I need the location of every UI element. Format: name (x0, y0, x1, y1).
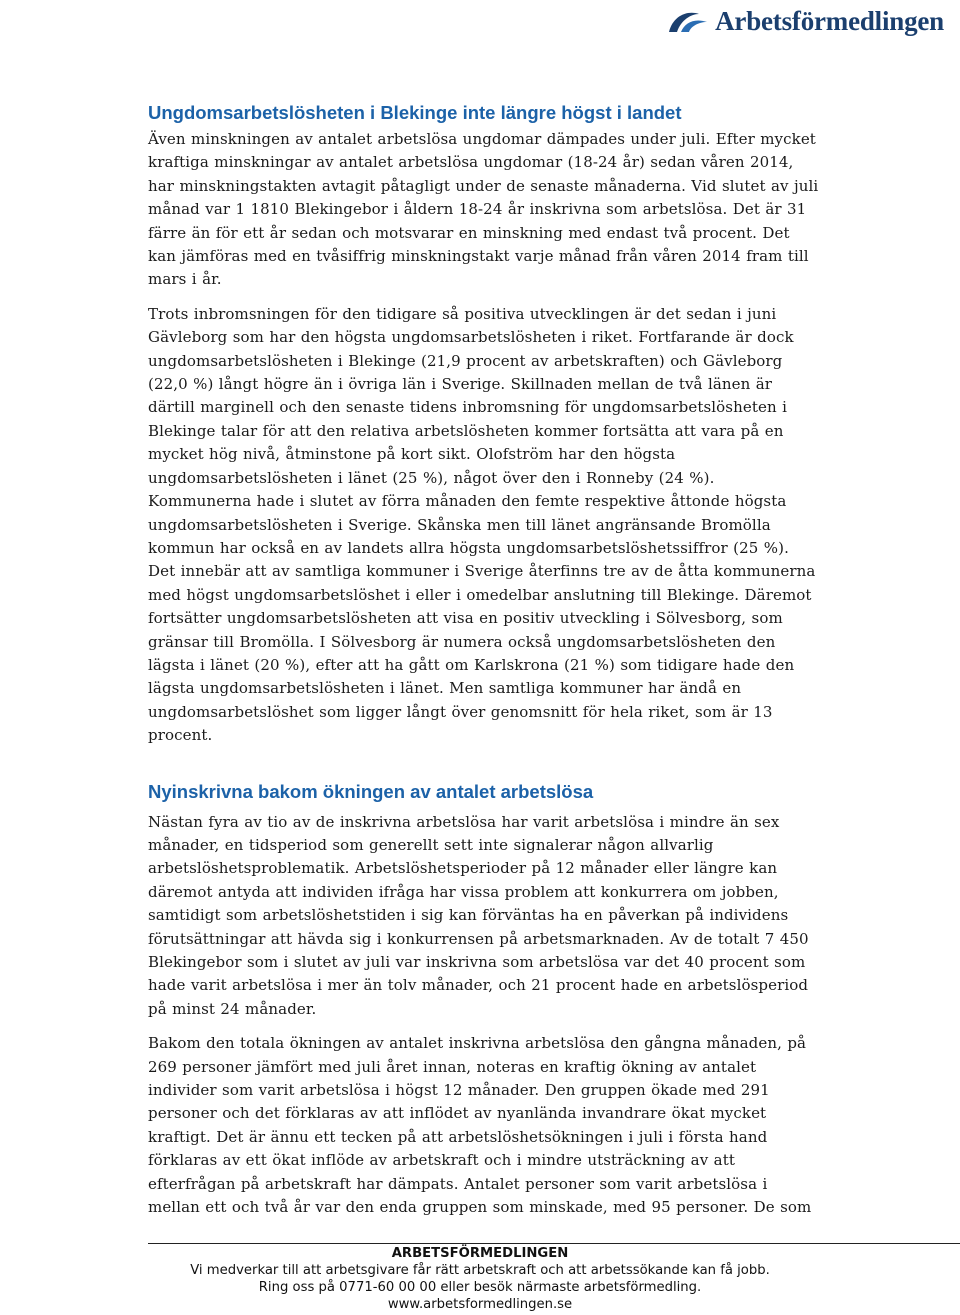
section-title: Ungdomsarbetslösheten i Blekinge inte längre högst i landet (148, 102, 682, 123)
footer-org-name: ARBETSFÖRMEDLINGEN (391, 1246, 569, 1261)
header-logo (667, 2, 944, 40)
footer-divider (148, 1243, 960, 1244)
logo-text: Arbetsförmedlingen (715, 5, 944, 36)
footer-website-link[interactable]: www.arbetsformedlingen.se (387, 1297, 573, 1312)
footer-tagline: Vi medverkar till att arbetsgivare får rätt arbetskraft och att arbetssökande kan få jobb. (190, 1263, 770, 1278)
footer (0, 1245, 960, 1313)
footer-contact: Ring oss på 0771-60 00 00 eller besök närmaste arbetsförmedling. (258, 1280, 702, 1295)
paragraph: Trots inbromsningen för den tidigare så positiva utvecklingen är det sedan i juni Gävleborg som har den högsta ungdomsarbetslösheten i riket. Fortfarande är dock ungdomsarbetslösheten i Blekinge (21,9 procent av arbetskraften) och Gävleborg (22,0 %) långt högre än i övriga län i Sverige. Skillnaden mellan de två länen är därtill marginell och den senaste tidens inbromsning för ungdomsarbetslösheten i Blekinge talar för att den relativa arbetslösheten kommer fortsätta att vara på en mycket hög nivå, åtminstone på kort sikt. Olofström har den högsta ungdomsarbetslösheten i länet (25 %), något över den i Ronneby (24 %). Kommunerna hade i slutet av förra månaden den femte respektive åttonde högsta ungdomsarbetslösheten i Sverige. Skånska men till länet angränsande Bromölla kommun har också en av landets allra högsta ungdomsarbetslöshetssiffror (25 %). Det innebär att av samtliga kommuner i Sverige återfinns tre av de åtta kommunerna med högst ungdomsarbetslöshet i eller i omedelbar anslutning till Blekinge. Däremot fortsätter ungdomsarbetslösheten att visa en positiv utveckling i Sölvesborg, som gränsar till Bromölla. I Sölvesborg är numera också ungdomsarbetslösheten den lägsta i länet (20 %), efter att ha gått om Karlskrona (21 %) som tidigare hade den lägsta ungdomsarbetslösheten i länet. Men samtliga kommuner har ändå en ungdomsarbetslöshet som ligger långt över genomsnitt för hela riket, som är 13 procent. (148, 304, 816, 745)
paragraph: Nästan fyra av tio av de inskrivna arbetslösa har varit arbetslösa i mindre än sex månader, en tidsperiod som generellt sett inte signalerar någon allvarlig arbetslöshetsproblematik. Arbetslöshetsperioder på 12 månader eller längre kan däremot antyda att individen ifråga har vissa problem att konkurrera om jobben, samtidigt som arbetslöshetstiden i sig kan förväntas ha en påverkan på individens förutsättningar att hävda sig i konkurrensen på arbetsmarknaden. Av de totalt 7 450 Blekingebor som i slutet av juli var inskrivna som arbetslösa var det 40 procent som hade varit arbetslösa i mer än tolv månader, och 21 procent hade en arbetslösperiod på minst 24 månader. (148, 812, 809, 1018)
paragraph: Bakom den totala ökningen av antalet inskrivna arbetslösa den gångna månaden, på 269 personer jämfört med juli året innan, noteras en kraftig ökning av antalet individer som varit arbetslösa i högst 12 månader. Den gruppen ökade med 291 personer och det förklaras av att inflödet av nyanlända invandrare ökat mycket kraftigt. Det är ännu ett tecken på att arbetslöshetsökningen i juli i första hand förklaras av ett ökat inflöde av arbetskraft och i mindre utsträckning av att efterfrågan på arbetskraft har dämpats. Antalet personer som varit arbetslösa i mellan ett och två år var den enda gruppen som minskade, med 95 personer. De som (148, 1034, 812, 1217)
paragraph: Även minskningen av antalet arbetslösa ungdomar dämpades under juli. Efter mycket kraftiga minskningar av antalet arbetslösa ungdomar (18-24 år) sedan våren 2014, har minskningstakten avtagit påtagligt under de senaste månaderna. Vid slutet av juli månad var 1 1810 Blekingebor i åldern 18-24 år inskrivna som arbetslösa. Det är 31 färre än för ett år sedan och motsvarar en minskning med endast två procent. Det kan jämföras med en tvåsiffrig minskningstakt varje månad från våren 2014 fram till mars i år. (148, 130, 819, 289)
section-title: Nyinskrivna bakom ökningen av antalet arbetslösa (148, 780, 594, 802)
main-content (148, 100, 820, 1219)
arbetsformedlingen-logo-icon (667, 8, 709, 34)
